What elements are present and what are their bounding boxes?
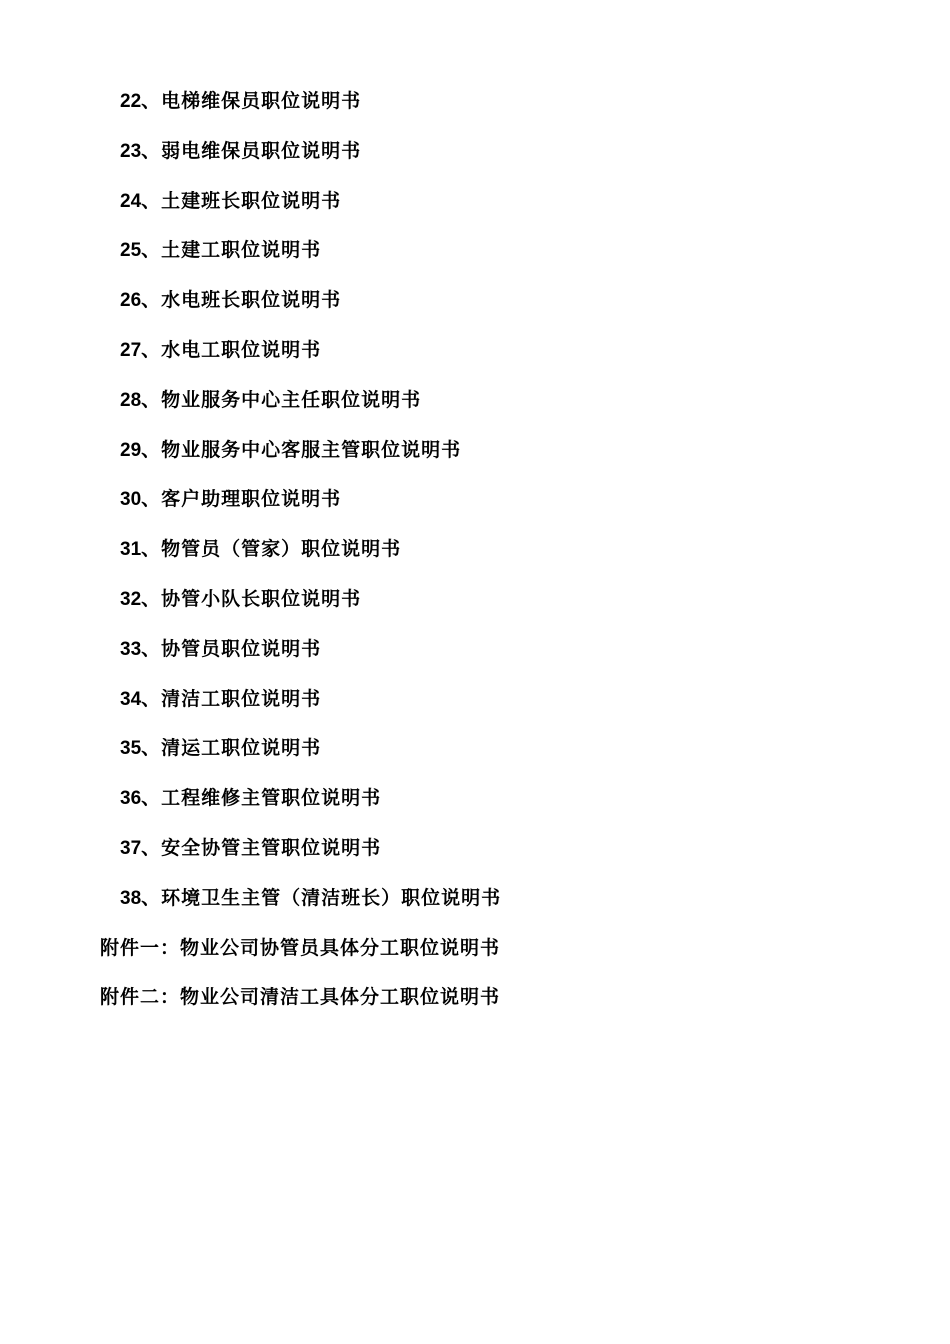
toc-item-title: 、水电班长职位说明书 <box>141 289 342 312</box>
toc-item-number: 33 <box>120 638 142 660</box>
toc-item-number: 38 <box>120 887 142 909</box>
toc-item-title: 、工程维修主管职位说明书 <box>141 787 382 810</box>
toc-item-number: 34 <box>120 688 142 710</box>
toc-item-title: 、弱电维保员职位说明书 <box>141 139 362 162</box>
toc-item-number: 29 <box>120 439 142 461</box>
toc-item-number: 25 <box>120 240 142 262</box>
toc-item-title: 、客户助理职位说明书 <box>141 488 342 511</box>
toc-item-number: 37 <box>120 837 142 859</box>
toc-item <box>0 684 950 734</box>
toc-item <box>0 136 950 186</box>
toc-item <box>0 186 950 236</box>
toc-item <box>0 634 950 684</box>
toc-item-number: 31 <box>120 539 142 561</box>
toc-item-title: 、清洁工职位说明书 <box>141 687 322 710</box>
toc-item-number: 36 <box>120 788 142 810</box>
toc-item-number: 24 <box>120 190 142 212</box>
toc-item-number: 32 <box>120 588 142 610</box>
toc-item-title: 、环境卫生主管（清洁班长）职位说明书 <box>141 886 502 909</box>
appendix-item: 附件二：物业公司清洁工具体分工职位说明书 <box>100 986 501 1009</box>
toc-item-title: 、水电工职位说明书 <box>141 338 322 361</box>
toc-item-title: 、物管员（管家）职位说明书 <box>141 538 402 561</box>
toc-item-title: 、安全协管主管职位说明书 <box>141 836 382 859</box>
toc-item-number: 23 <box>120 140 142 162</box>
toc-item <box>0 534 950 584</box>
toc-item-number: 28 <box>120 389 142 411</box>
toc-item <box>0 783 950 833</box>
toc-item-number: 27 <box>120 339 142 361</box>
toc-item <box>0 285 950 335</box>
toc-item <box>0 484 950 534</box>
toc-item <box>0 833 950 883</box>
table-of-contents <box>0 86 950 1032</box>
toc-item-number: 22 <box>120 91 142 112</box>
toc-item <box>0 584 950 634</box>
toc-item-title: 、土建工职位说明书 <box>141 239 322 262</box>
toc-item <box>0 86 950 136</box>
appendix-item: 附件一：物业公司协管员具体分工职位说明书 <box>100 936 501 959</box>
toc-item-title: 、物业服务中心主任职位说明书 <box>141 388 422 411</box>
toc-item <box>0 335 950 385</box>
toc-item-number: 35 <box>120 738 142 760</box>
toc-item <box>0 733 950 783</box>
toc-item-title: 、物业服务中心客服主管职位说明书 <box>141 438 462 461</box>
toc-item-title: 、协管员职位说明书 <box>141 637 322 660</box>
toc-item-title: 、协管小队长职位说明书 <box>141 587 362 610</box>
toc-item-title: 、土建班长职位说明书 <box>141 189 342 212</box>
toc-item-number: 30 <box>120 489 142 511</box>
toc-item-title: 、清运工职位说明书 <box>141 737 322 760</box>
toc-item <box>0 435 950 485</box>
toc-item <box>0 235 950 285</box>
toc-item <box>0 883 950 933</box>
toc-item-number: 26 <box>120 290 142 312</box>
toc-item-title: 、电梯维保员职位说明书 <box>141 90 362 112</box>
toc-item <box>0 385 950 435</box>
